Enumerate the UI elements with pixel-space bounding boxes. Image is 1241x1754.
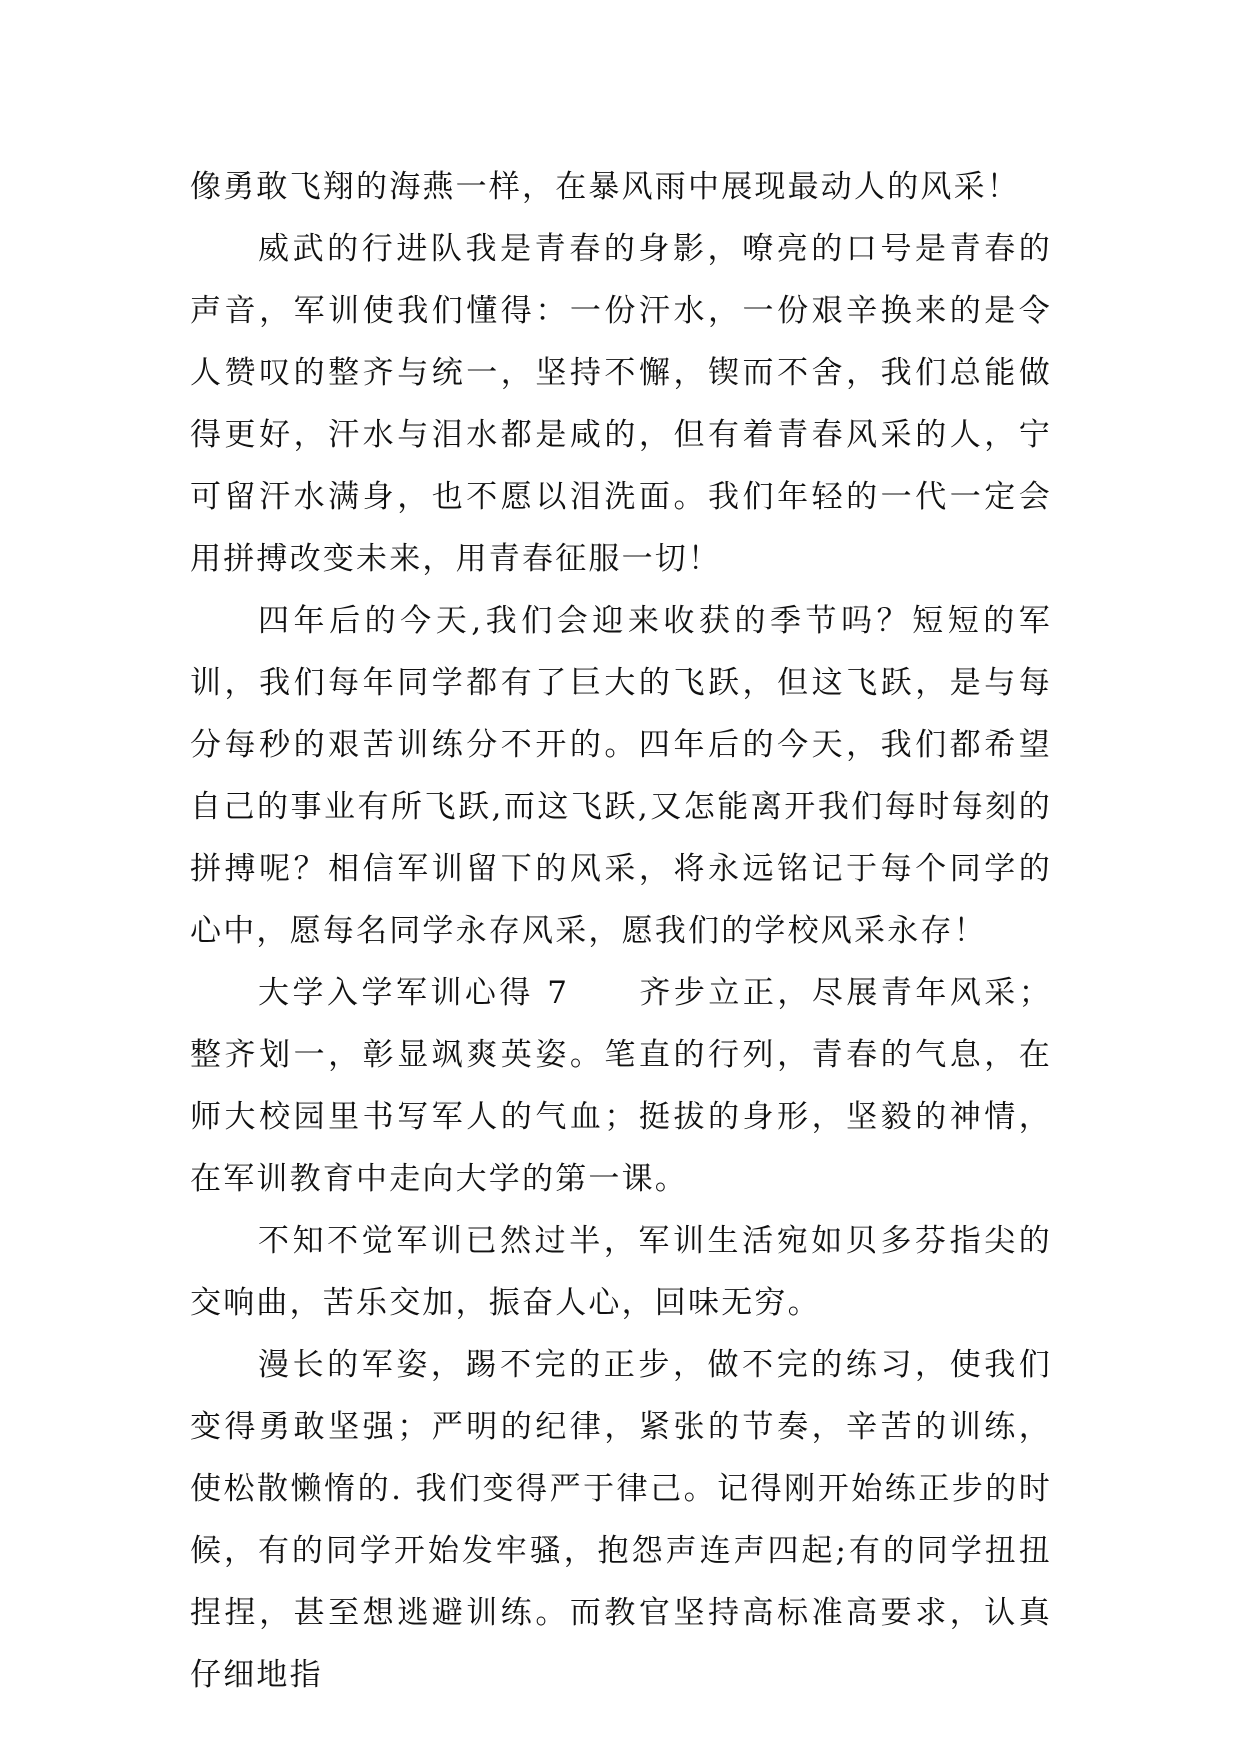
paragraph-6: 漫长的军姿，踢不完的正步，做不完的练习，使我们变得勇敢坚强；严明的纪律，紧张的节奏，辛苦的训练，使松散懒惰的. 我们变得严于律己。记得刚开始练正步的时候，有的同学开始发牢骚，抱怨声连声四起;有的同学扭扭捏捏，甚至想逃避训练。而教官坚持高标准高要求，认真仔细地指 xyxy=(190,1347,1052,1693)
paragraph-5: 不知不觉军训已然过半，军训生活宛如贝多芬指尖的交响曲，苦乐交加，振奋人心，回味无穷。 xyxy=(190,1223,1052,1321)
paragraph-1: 像勇敢飞翔的海燕一样，在暴风雨中展现最动人的风采！ xyxy=(190,169,1020,205)
paragraph-2: 威武的行进队我是青春的身影，嘹亮的口号是青春的声音，军训使我们懂得：一份汗水，一份艰辛换来的是令人赞叹的整齐与统一，坚持不懈，锲而不舍，我们总能做得更好，汗水与泪水都是咸的，但有着青春风采的人，宁可留汗水满身，也不愿以泪洗面。我们年轻的一代一定会用拼搏改变未来，用青春征服一切！ xyxy=(190,231,1052,577)
paragraph-3: 四年后的今天,我们会迎来收获的季节吗？短短的军训，我们每年同学都有了巨大的飞跃，但这飞跃，是与每分每秒的艰苦训练分不开的。四年后的今天，我们都希望自己的事业有所飞跃,而这飞跃,又怎能离开我们每时每刻的拼搏呢？相信军训留下的风采，将永远铭记于每个同学的心中，愿每名同学永存风采，愿我们的学校风采永存！ xyxy=(190,603,1052,949)
document-body xyxy=(190,156,1052,1706)
paragraph-4: 大学入学军训心得 7 齐步立正，尽展青年风采；整齐划一，彰显飒爽英姿。笔直的行列，青春的气息，在师大校园里书写军人的气血；挺拔的身形，坚毅的神情，在军训教育中走向大学的第一课。 xyxy=(190,975,1052,1197)
